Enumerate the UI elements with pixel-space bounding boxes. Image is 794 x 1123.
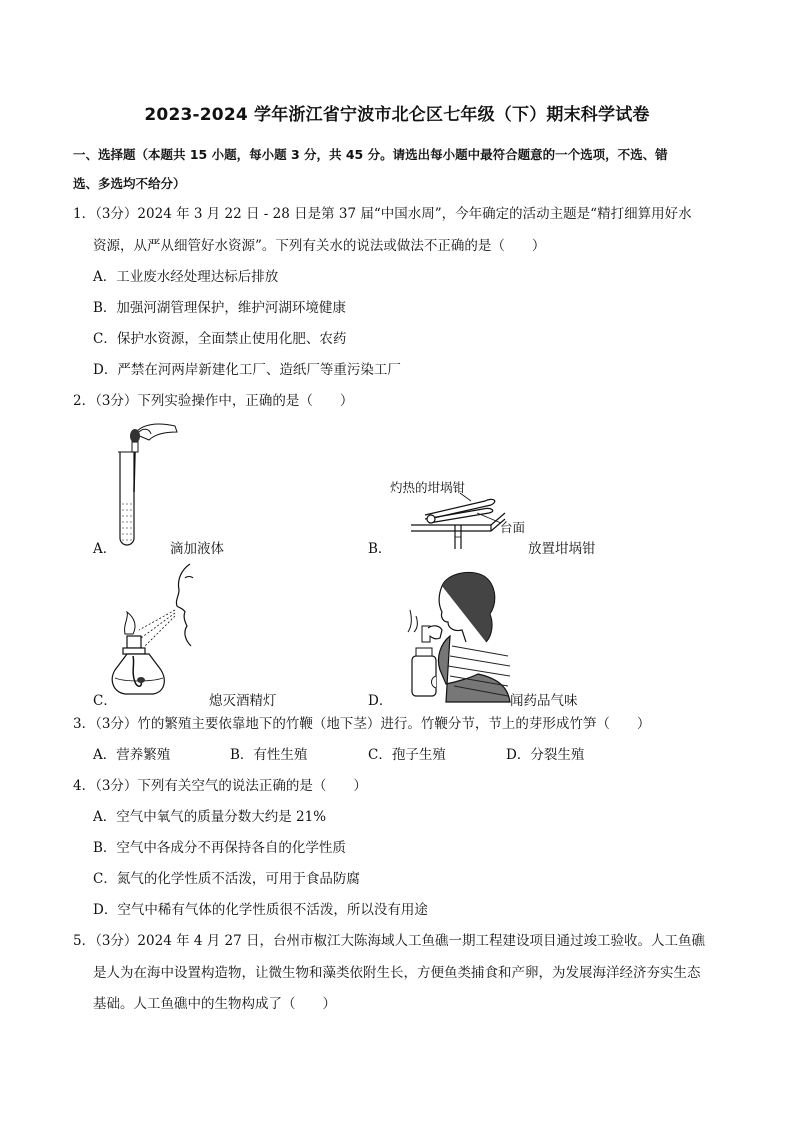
q5-stem-line2: 是人为在海中设置构造物，让微生物和藻类依附生长，方便鱼类捕食和产卵，为发展海洋经济夯实生态 — [93, 965, 701, 981]
q4-option-a: A．空气中氧气的质量分数大约是 21% — [93, 809, 327, 825]
q3-option-c: C．孢子生殖 — [368, 747, 446, 763]
q3-stem: 3．（3分）竹的繁殖主要依靠地下的竹鞭（地下茎）进行。竹鞭分节，节上的芽形成竹笋（ ） — [73, 716, 651, 732]
dropper-test-tube-figure — [105, 418, 185, 553]
q1-option-b: B．加强河湖管理保护，维护河湖环境健康 — [93, 300, 346, 316]
q2-option-a-letter: A． — [93, 541, 117, 557]
q5-stem-line1: 5．（3分）2024 年 4 月 27 日，台州市椒江大陈海域人工鱼礁一期工程建设项目通过竣工验收。人工鱼礁 — [73, 933, 706, 949]
q2-stem: 2．（3分）下列实验操作中，正确的是（ ） — [73, 393, 354, 409]
alcohol-lamp-figure — [105, 560, 215, 708]
q2-option-d-caption: 闻药品气味 — [510, 693, 578, 709]
q2-option-b-letter: B． — [368, 541, 392, 557]
table-surface-label: 台面 — [500, 520, 526, 535]
q2-option-b-caption: 放置坩埚钳 — [528, 541, 596, 557]
exam-title: 2023-2024 学年浙江省宁波市北仑区七年级（下）期末科学试卷 — [144, 105, 650, 125]
q1-option-a: A．工业废水经处理达标后排放 — [93, 269, 279, 285]
q4-option-d: D．空气中稀有气体的化学性质很不活泼，所以没有用途 — [93, 902, 428, 918]
q2-option-a-caption: 滴加液体 — [170, 541, 224, 557]
q4-stem: 4．（3分）下列有关空气的说法正确的是（ ） — [73, 778, 367, 794]
hot-tongs-label: 灼热的坩埚钳 — [390, 480, 466, 495]
q4-option-b: B．空气中各成分不再保持各自的化学性质 — [93, 840, 346, 856]
q1-option-d: D．严禁在河两岸新建化工厂、造纸厂等重污染工厂 — [93, 362, 401, 378]
section-instruction-line2: 选、多选均不给分） — [73, 176, 186, 191]
q1-option-c: C．保护水资源，全面禁止使用化肥、农药 — [93, 331, 347, 347]
q3-option-b: B．有性生殖 — [230, 747, 308, 763]
crucible-tongs-figure — [405, 485, 515, 555]
q1-stem-line1: 1．（3分）2024 年 3 月 22 日 - 28 日是第 37 届“中国水周”，今年确定的活动主题是“精打细算用好水 — [73, 206, 692, 222]
smelling-reagent-figure — [386, 566, 514, 706]
q1-stem-line2: 资源，从严从细管好水资源”。下列有关水的说法或做法不正确的是（ ） — [93, 238, 546, 254]
section-instruction-line1: 一、选择题（本题共 15 小题，每小题 3 分，共 45 分。请选出每小题中最符合题意的一个选项，不选、错 — [73, 147, 668, 162]
q3-option-d: D．分裂生殖 — [506, 747, 585, 763]
q2-option-c-letter: C． — [93, 693, 117, 709]
q5-stem-line3: 基础。人工鱼礁中的生物构成了（ ） — [93, 996, 336, 1012]
q3-option-a: A．营养繁殖 — [93, 747, 171, 763]
q2-option-d-letter: D． — [368, 693, 393, 709]
q2-option-c-caption: 熄灭酒精灯 — [209, 693, 277, 709]
q4-option-c: C．氮气的化学性质不活泼，可用于食品防腐 — [93, 871, 360, 887]
